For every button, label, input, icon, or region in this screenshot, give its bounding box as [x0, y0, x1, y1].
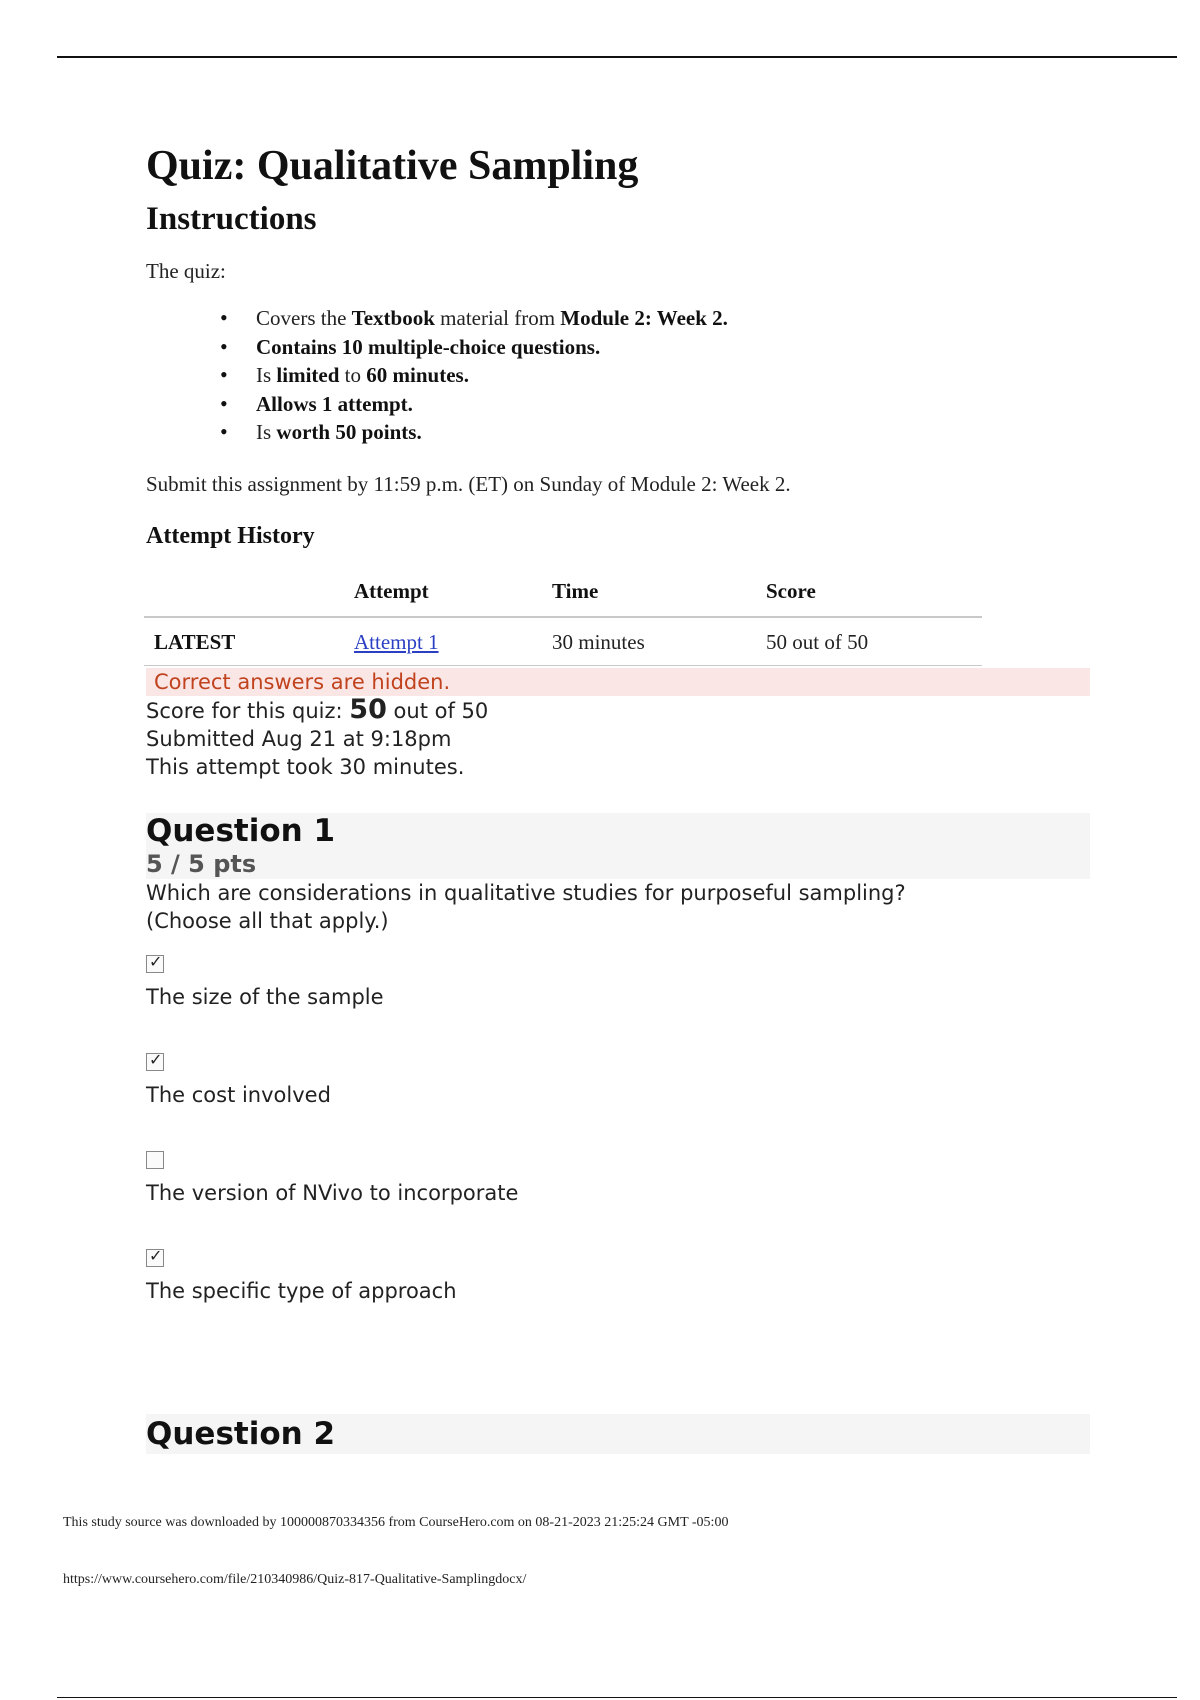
answer-option	[146, 1151, 1090, 1207]
top-rule	[57, 56, 1177, 58]
instructions-heading: Instructions	[146, 201, 317, 237]
answer-checkbox[interactable]	[146, 1249, 164, 1267]
answer-label: The cost involved	[146, 1082, 331, 1107]
instruction-item: • Is worth 50 points.	[256, 418, 1090, 447]
submit-deadline: Submit this assignment by 11:59 p.m. (ET) on Sunday of Module 2: Week 2.	[146, 471, 791, 496]
question-1-text: Which are considerations in qualitative studies for purposeful sampling? (Choose all that apply.)	[146, 880, 906, 933]
table-header-row	[144, 571, 982, 617]
latest-label: LATEST	[154, 629, 236, 654]
answer-label: The specific type of approach	[146, 1278, 457, 1303]
attempt-duration: This attempt took 30 minutes.	[146, 754, 465, 779]
question-1-title: Question 1	[146, 812, 336, 849]
answer-option	[146, 1053, 1090, 1109]
answer-label: The size of the sample	[146, 984, 384, 1009]
answer-checkbox[interactable]	[146, 1053, 164, 1071]
instructions-list	[146, 304, 1090, 447]
answer-label: The version of NVivo to incorporate	[146, 1180, 519, 1205]
instruction-item: • Covers the Textbook material from Module 2: Week 2.	[256, 304, 1090, 333]
answer-option	[146, 1249, 1090, 1305]
source-url: https://www.coursehero.com/file/210340986/Quiz-817-Qualitative-Samplingdocx/	[63, 1572, 527, 1587]
submitted-time: Submitted Aug 21 at 9:18pm	[146, 726, 452, 751]
instruction-item: • Allows 1 attempt.	[256, 390, 1090, 419]
table-row	[144, 617, 982, 666]
question-1-points: 5 / 5 pts	[146, 849, 257, 878]
quiz-content	[146, 140, 1090, 1305]
column-header: Score	[766, 578, 816, 603]
score-value: 50	[349, 693, 387, 725]
instruction-item: • Contains 10 multiple-choice questions.	[256, 333, 1090, 362]
attempt-history-heading: Attempt History	[146, 522, 315, 549]
quiz-intro: The quiz:	[146, 259, 226, 283]
score-cell: 50 out of 50	[766, 629, 869, 654]
bottom-rule	[57, 1697, 1177, 1698]
question-2-title: Question 2	[146, 1416, 336, 1452]
attempt-history-table	[144, 571, 982, 666]
answers-hidden-notice: Correct answers are hidden.	[146, 668, 1090, 696]
answer-checkbox[interactable]	[146, 955, 164, 973]
answer-checkbox[interactable]	[146, 1151, 164, 1169]
quiz-score: Score for this quiz: 50 out of 50	[146, 693, 489, 725]
question-2-header	[146, 1414, 1090, 1454]
question-1-answers	[146, 955, 1090, 1305]
column-header: Attempt	[354, 578, 429, 603]
attempt-cell	[344, 617, 542, 666]
download-source-note: This study source was downloaded by 100000870334356 from CourseHero.com on 08-21-2023 21:25:24 GMT -05:00	[63, 1515, 729, 1530]
time-cell: 30 minutes	[552, 629, 645, 654]
answer-option	[146, 955, 1090, 1011]
attempt-1-link[interactable]: Attempt 1	[354, 629, 439, 654]
question-1-header	[146, 813, 1090, 879]
page-title: Quiz: Qualitative Sampling	[146, 143, 639, 189]
column-header	[144, 571, 344, 617]
instruction-item: • Is limited to 60 minutes.	[256, 361, 1090, 390]
column-header: Time	[552, 578, 599, 603]
